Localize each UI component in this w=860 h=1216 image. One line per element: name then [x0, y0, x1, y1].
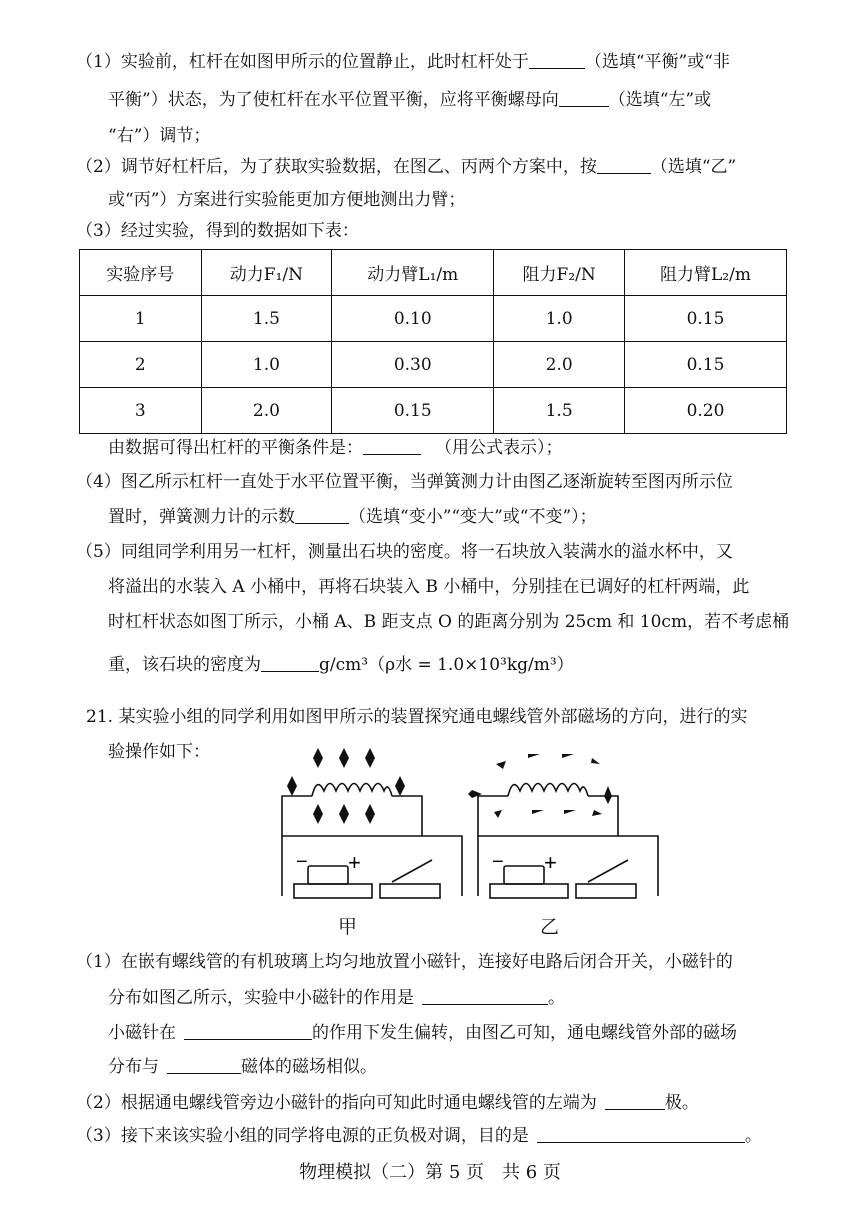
battery-base: [490, 884, 568, 898]
table-row: [80, 342, 787, 388]
answer-blank[interactable]: [184, 1021, 312, 1040]
figure-label-b: 乙: [540, 916, 560, 938]
table-cell: 3: [80, 388, 202, 434]
q21-part3: （3）接下来该实验小组的同学将电源的正负极对调，目的是 。: [76, 1126, 762, 1146]
battery-base: [294, 884, 372, 898]
q20-part3-line1: （3）经过实验，得到的数据如下表：: [76, 221, 359, 241]
answer-blank[interactable]: [363, 436, 421, 455]
page-footer: 物理模拟（二）第 5 页 共 6 页: [299, 1162, 561, 1183]
q21-part2: （2）根据通电螺线管旁边小磁针的指向可知此时通电螺线管的左端为 极。: [76, 1093, 699, 1113]
table-header-cell: 阻力F₂/N: [494, 250, 625, 296]
q20-part5-line4: 重，该石块的密度为 g/cm³（ρ水 = 1.0×10³kg/m³）: [108, 655, 574, 675]
q21-part1-line2: 分布如图乙所示，实验中小磁针的作用是 。: [108, 988, 565, 1008]
table-header-cell: 动力臂L₁/m: [332, 250, 494, 296]
q20-part5-line3: 时杠杆状态如图丁所示，小桶 A、B 距支点 O 的距离分别为 25cm 和 10cm，若不考虑桶: [108, 612, 790, 632]
table-cell: 2.0: [201, 388, 332, 434]
answer-blank[interactable]: [529, 50, 585, 69]
q20-part4-line1: （4）图乙所示杠杆一直处于水平位置平衡，当弹簧测力计由图乙逐渐旋转至图丙所示位: [76, 472, 733, 492]
plus-sign: +: [544, 850, 557, 875]
figure-label-a: 甲: [338, 916, 358, 938]
q20-part4-line2: 置时，弹簧测力计的示数 （选填“变小”“变大”或“不变”）；: [108, 507, 597, 527]
table-cell: 2.0: [494, 342, 625, 388]
answer-blank[interactable]: [167, 1055, 241, 1074]
solenoid-figure: [272, 736, 664, 916]
table-cell: 1: [80, 296, 202, 342]
q21-stem-line2: 验操作如下：: [108, 742, 210, 762]
q21-part1-line4: 分布与 磁体的磁场相似。: [108, 1057, 377, 1077]
q21-part1-line3: 小磁针在 的作用下发生偏转，由图乙可知，通电螺线管外部的磁场: [108, 1023, 737, 1043]
table-header-cell: 实验序号: [80, 250, 202, 296]
table-row: [80, 296, 787, 342]
table-header-cell: 阻力臂L₂/m: [624, 250, 786, 296]
switch-base: [576, 884, 636, 898]
switch-base: [380, 884, 440, 898]
circuit-b: [478, 784, 658, 899]
minus-sign: −: [492, 851, 504, 873]
answer-blank[interactable]: [537, 1124, 745, 1143]
table-cell: 1.5: [201, 296, 332, 342]
compass-needles-b: [468, 754, 612, 818]
table-header-row: [80, 250, 787, 296]
table-cell: 1.0: [494, 296, 625, 342]
q20-part3-line2: 由数据可得出杠杆的平衡条件是： （用公式表示）；: [108, 438, 563, 458]
q21-part1-line1: （1）在嵌有螺线管的有机玻璃上均匀地放置小磁针，连接好电路后闭合开关，小磁针的: [76, 952, 733, 972]
table-header-cell: 动力F₁/N: [201, 250, 332, 296]
switch-icon: [588, 860, 628, 882]
q20-part5-line2: 将溢出的水装入 A 小桶中，再将石块装入 B 小桶中，分别挂在已调好的杠杆两端，此: [108, 577, 750, 597]
battery-icon: [504, 866, 544, 884]
table-cell: 0.15: [332, 388, 494, 434]
battery-icon: [308, 866, 348, 884]
answer-blank[interactable]: [605, 1091, 665, 1110]
minus-sign: −: [296, 851, 308, 873]
circuit-a: [282, 784, 462, 899]
table-cell: 0.15: [624, 296, 786, 342]
q20-part5-line1: （5）同组同学利用另一杠杆，测量出石块的密度。将一石块放入装满水的溢水杯中，又: [76, 542, 733, 562]
table-cell: 0.15: [624, 342, 786, 388]
table-cell: 1.5: [494, 388, 625, 434]
table-cell: 0.10: [332, 296, 494, 342]
table-cell: 1.0: [201, 342, 332, 388]
answer-blank[interactable]: [559, 88, 609, 107]
q21-stem-line1: 21. 某实验小组的同学利用如图甲所示的装置探究通电螺线管外部磁场的方向，进行的实: [86, 707, 748, 727]
q20-part1-line2: 平衡”）状态，为了使杠杆在水平位置平衡，应将平衡螺母向 （选填“左”或: [108, 90, 712, 110]
q20-part1-line3: “右”）调节；: [108, 126, 211, 146]
answer-blank[interactable]: [295, 505, 349, 524]
data-table: [79, 249, 787, 434]
answer-blank[interactable]: [597, 155, 651, 174]
q20-part2-line2: 或“丙”）方案进行实验能更加方便地测出力臂；: [108, 190, 466, 210]
table-cell: 0.30: [332, 342, 494, 388]
q20-part2-line1: （2）调节好杠杆后，为了获取实验数据，在图乙、丙两个方案中，按 （选填“乙”: [76, 157, 737, 177]
table-row: [80, 388, 787, 434]
q20-part1-line1: （1）实验前，杠杆在如图甲所示的位置静止，此时杠杆处于 （选填“平衡”或“非: [76, 52, 730, 72]
switch-icon: [392, 860, 432, 882]
plus-sign: +: [348, 850, 361, 875]
table-cell: 2: [80, 342, 202, 388]
answer-blank[interactable]: [261, 653, 319, 672]
answer-blank[interactable]: [422, 986, 548, 1005]
table-cell: 0.20: [624, 388, 786, 434]
